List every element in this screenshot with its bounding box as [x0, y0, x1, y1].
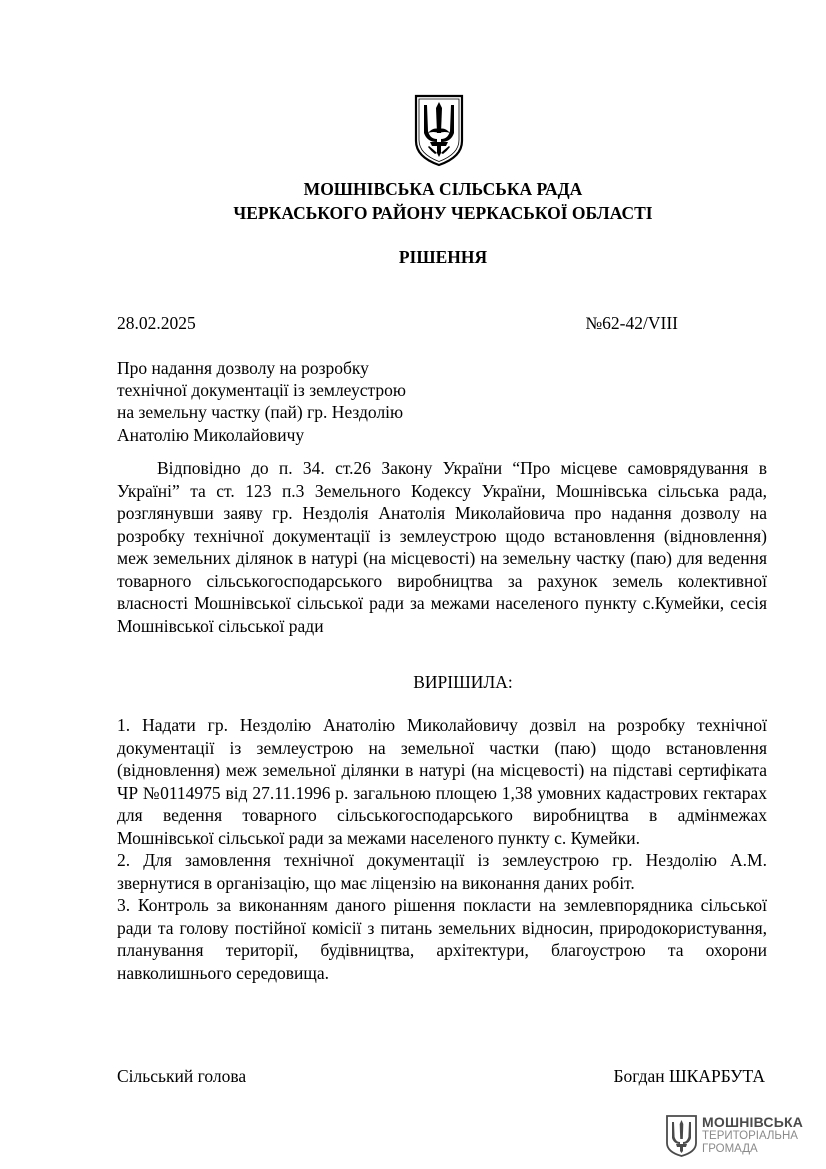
community-logo-text — [702, 1115, 817, 1156]
logo-line2: ТЕРИТОРІАЛЬНА — [702, 1130, 798, 1142]
community-logo — [665, 1114, 815, 1158]
signatory-title: Сільський голова — [117, 1066, 247, 1086]
decision-items — [117, 714, 767, 984]
council-name-line1: МОШНІВСЬКА СІЛЬСЬКА РАДА — [303, 179, 583, 199]
decision-item: 2. Для замовлення технічної документації із землеустрою гр. Нездолію А.М. звернутися в організацію, що має ліцензію на виконання даних робіт. — [117, 850, 767, 893]
decision-item: 1. Надати гр. Нездолію Анатолію Миколайовичу дозвіл на розробку технічної документації із землеустрою на земельної частки (паю) щодо встановлення (відновлення) меж земельної ділянки в натурі (на місцевості) на підставі сертифіката ЧР №0114975 від 27.11.1996 р. загальною площею 1,38 умовних кадастрових гектарах для ведення товарного сільськогосподарського виробництва в адмінмежах Мошнівської сільської ради за межами населеного пункту с. Кумейки. — [117, 715, 767, 848]
subject-line: на земельну частку (пай) гр. Нездолію — [117, 402, 404, 423]
subject-line: Про надання дозволу на розробку — [117, 358, 369, 378]
council-name-line2: ЧЕРКАСЬКОГО РАЙОНУ ЧЕРКАСЬКОЇ ОБЛАСТІ — [233, 203, 653, 223]
document-type: РІШЕННЯ — [398, 247, 488, 267]
trident-coat-of-arms-icon — [413, 93, 465, 167]
subject-line: Анатолію Миколайовичу — [117, 424, 305, 445]
resolved-heading: ВИРІШИЛА: — [413, 672, 513, 692]
logo-line1: МОШНІВСЬКА — [702, 1114, 804, 1130]
trident-logo-icon — [665, 1114, 698, 1158]
subject-line: технічної документації із землеустрою — [117, 380, 406, 401]
decision-date: 28.02.2025 — [117, 313, 196, 333]
logo-line3: ГРОМАДА — [702, 1143, 758, 1155]
decision-subject — [117, 357, 477, 446]
preamble-paragraph: Відповідно до п. 34. ст.26 Закону України “Про місцеве самоврядування в Україні” та ст. 123 п.3 Земельного Кодексу України, Мошнівська сільська рада, розглянувши заяву гр. Нездолія Анатолія Миколайовича про надання дозволу на розробку технічної документації із землеустрою щодо встановлення (відновлення) меж земельних ділянок в натурі (на місцевості) на земельну частку (паю) для ведення товарного сільськогосподарського виробництва за рахунок земель колективної власності Мошнівської сільської ради за межами населеного пункту с.Кумейки, сесія Мошнівської сільської ради — [117, 458, 767, 636]
decision-number: №62-42/VIII — [585, 313, 678, 333]
council-name — [0, 177, 826, 225]
decision-item: 3. Контроль за виконанням даного рішення покласти на землевпорядника сільської ради та голову постійної комісії з питань земельних відносин, природокористування, планування території, будівництва, архітектури, благоустрою та охорони навколишнього середовища. — [117, 895, 767, 983]
signatory-name: Богдан ШКАРБУТА — [613, 1066, 765, 1086]
